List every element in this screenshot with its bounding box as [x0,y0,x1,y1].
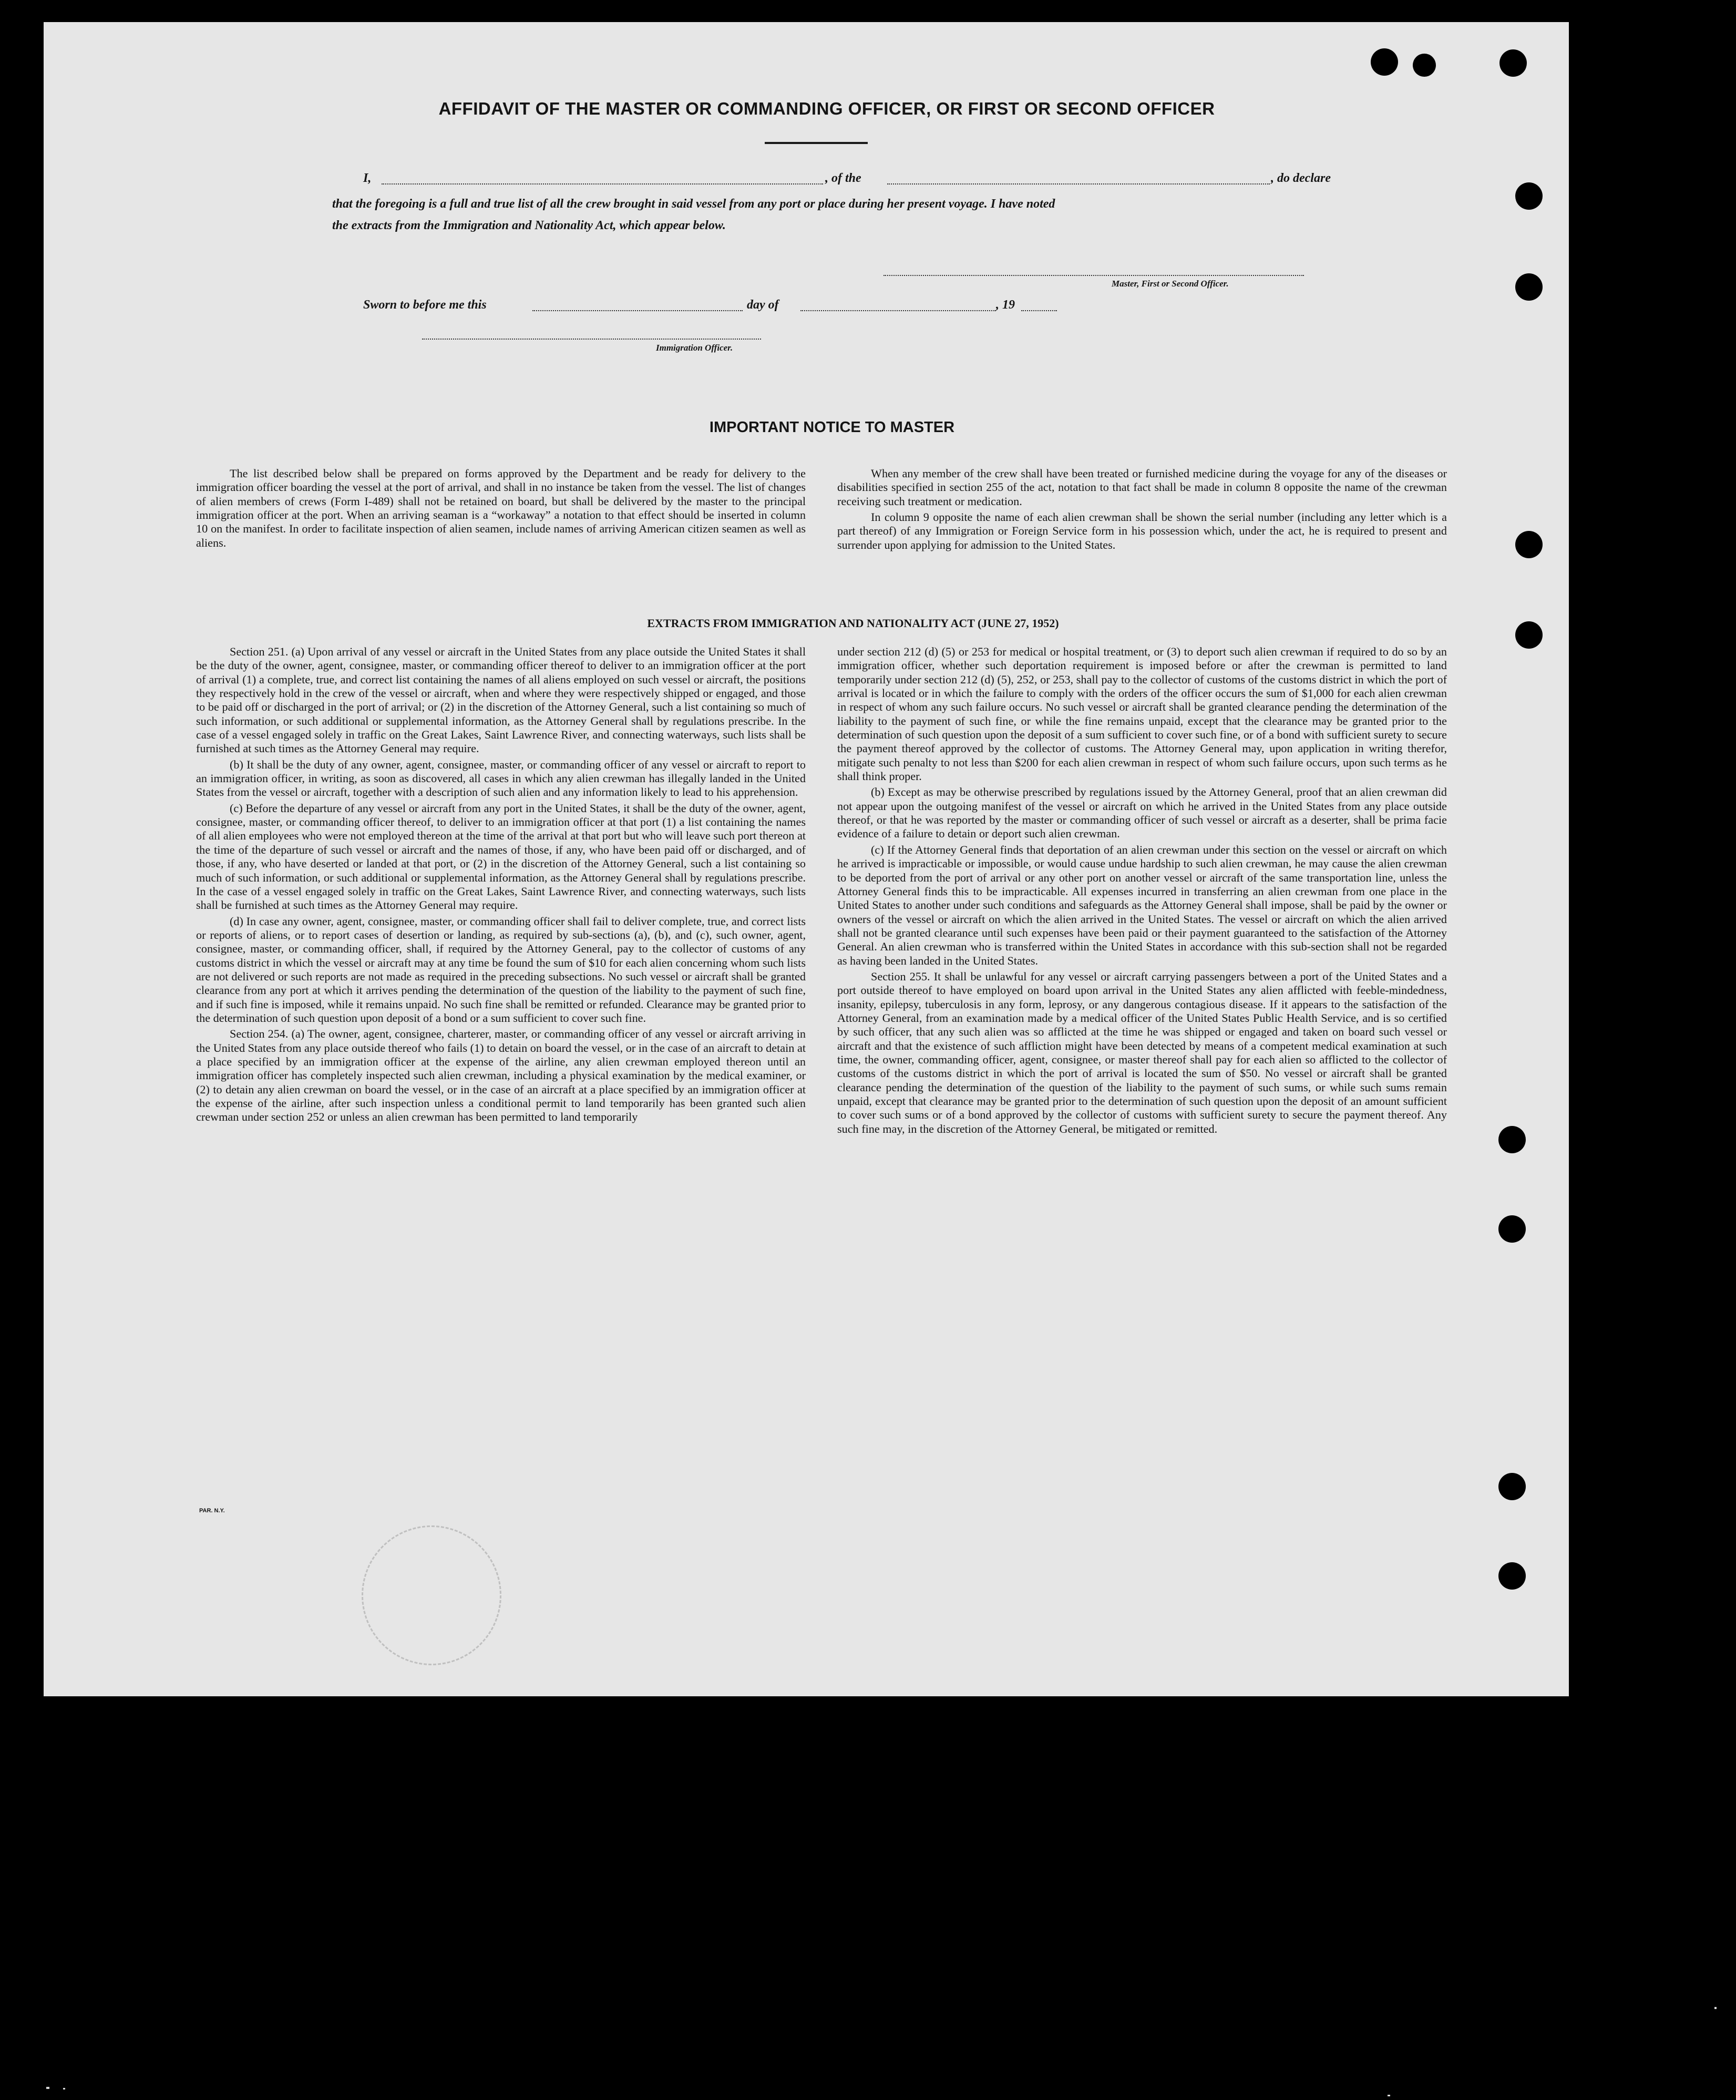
punch-hole [1498,1562,1526,1590]
punch-hole [1499,49,1527,77]
punch-hole [1515,531,1543,558]
affidavit-title: AFFIDAVIT OF THE MASTER OR COMMANDING OFFICER, OR FIRST OR SECOND OFFICER [438,99,1215,118]
name-blank[interactable] [382,183,823,185]
section-254-c: (c) If the Attorney General finds that deportation of an alien crewman under this section on the vessel or aircraft on which he arrived is impracticable or impossible, or would cause undue hardship to such alien crewman, he may cause the alien crewman to be deported from the port of arrival or any other port on another vessel or aircraft of the same transportation line, unless the Attorney General finds this to be impracticable. All expenses incurred in transferring an alien crewman from one place in the United States to another under such conditions and safeguards as the Attorney General shall impose, shall be paid by the owner or owners of the vessel or aircraft on which the alien arrived in the United States. The vessel or aircraft on which the alien arrived shall not be granted clearance until such expenses have been paid or their payment guaranteed to the satisfaction of the Attorney General. An alien crewman who is transferred within the United States in accordance with this sub-section shall not be regarded as having been landed in the United States. [837,843,1447,967]
extracts-title: EXTRACTS FROM IMMIGRATION AND NATIONALITY ACT (JUNE 27, 1952) [647,617,1059,630]
punch-hole [1515,182,1543,210]
officer-caption: Immigration Officer. [656,343,733,353]
section-251-a: Section 251. (a) Upon arrival of any vessel or aircraft in the United States from any place outside the United States it shall be the duty of the owner, agent, consignee, master, or commanding officer thereof to deliver to an immigration officer at the port of arrival (1) a complete, true, and correct list containing the names of all aliens employed on such vessel or aircraft, the positions they respectively hold in the crew of the vessel or aircraft, when and where they were respectively shipped or engaged, and those to be paid off or discharged in the port of arrival; or (2) in the discretion of the Attorney General, such a list containing so much of such information, or such additional or supplemental information, as the Attorney General shall by regulations prescribe. In the case of a vessel engaged solely in traffic on the Great Lakes, Saint Lawrence River, and connecting waterways, such lists shall be furnished at such times as the Attorney General may require. [196,645,806,755]
year-label: , 19 [996,298,1015,312]
title-underline [765,142,868,144]
officer-signature-line[interactable] [422,339,761,340]
decl-do-declare: , do declare [1271,171,1331,185]
punch-hole [1498,1215,1526,1243]
notice-right-paragraph-2: In column 9 opposite the name of each alien crewman shall be shown the serial number (including any letter which is a part thereof) of any Immigration or Foreign Service form in his possession which, under the act, he is required to present and surrender upon applying for admission to the United States. [837,510,1447,551]
extracts-right-column [837,645,1447,1138]
sworn-label: Sworn to before me this [363,298,487,312]
master-caption: Master, First or Second Officer. [1112,279,1229,289]
notice-left-paragraph: The list described below shall be prepared on forms approved by the Department and be ready for delivery to the immigration officer boarding the vessel at the port of arrival, and shall in no instance be taken from the vessel. The list of changes of alien members of crews (Form I-489) shall not be retained on board, but shall be delivered by the master to the principal immigration officer at the port. When an arriving seaman is a “workaway” a notation to that effect should be inserted in column 10 on the manifest. In order to facilitate inspection of alien seamen, include names of arriving American citizen seamen as well as aliens. [196,467,806,549]
day-of-label: day of [747,298,779,312]
punch-hole [1371,48,1398,76]
notice-right-column [837,467,1447,554]
extracts-left-column [196,645,806,1126]
section-251-c: (c) Before the departure of any vessel or aircraft from any port in the United States, it shall be the duty of the owner, agent, consignee, master, or commanding officer thereof, to deliver to an immigration officer at that port (1) a list containing the names of all alien employees who were not employed thereon at the time of the arrival at that port but who will leave such port thereon at the time of the departure of such vessel or aircraft and the names of those, if any, who have been paid off or discharged, and of those, if any, who have deserted or landed at that port, or (2) in the discretion of the Attorney General, such a list containing so much of such information, or such additional or supplemental information, as the Attorney General shall by regulations prescribe. In the case of a vessel engaged solely in traffic on the Great Lakes, Saint Lawrence River, and connecting waterways, such lists shall be furnished at such times as the Attorney General may require. [196,801,806,912]
decl-of-the: , of the [825,171,861,185]
section-254-a-part-1: Section 254. (a) The owner, agent, consignee, charterer, master, or commanding officer of any vessel or aircraft arriving in the United States from any place outside thereof who fails (1) to detain on board the vessel, or in the case of an aircraft to detain at a place specified by an immigration officer at the expense of the airline, any alien crewman employed thereon until an immigration officer has completely inspected such alien crewman, including a physical examination by the medical examiner, or (2) to detain any alien crewman on board the vessel, or in the case of an aircraft at a place specified by an immigration officer at the expense of the airline, after such inspection unless a conditional permit to land temporarily has been granted such alien crewman under section 252 or unless an alien crewman has been permitted to land temporarily [196,1027,806,1124]
section-254-a-part-2: under section 212 (d) (5) or 253 for medical or hospital treatment, or (3) to deport such alien crewman if required to do so by an immigration officer, whether such deportation requirement is imposed before or after the crewman is permitted to land temporarily under section 212 (d) (5), 252, or 253, shall pay to the collector of customs of the customs district in which the port of arrival is located or in which the failure to comply with the orders of the officer occurs the sum of $1,000 for each alien crewman in respect of whom any such failure occurs. No such vessel or aircraft shall be granted clearance pending the determination of the liability to the payment of such fine, or while the fine remains unpaid, except that the clearance may be granted prior to the determination of such question upon the deposit of a sum sufficient to cover such fine, or of a bond with sufficient surety to secure the payment thereof approved by the collector of customs. The Attorney General may, upon application in writing therefor, mitigate such penalty to not less than $200 for each alien crewman in respect of whom such failure occurs, upon such terms as he shall think proper. [837,645,1447,783]
section-254-b: (b) Except as may be otherwise prescribed by regulations issued by the Attorney General, proof that an alien crewman did not appear upon the outgoing manifest of the vessel or aircraft on which he arrived in the United States from any place outside thereof, or that he was reported by the master or commanding officer of such vessel or aircraft as a deserter, shall be prima facie evidence of a failure to detain or deport such alien crewman. [837,785,1447,841]
section-255: Section 255. It shall be unlawful for any vessel or aircraft carrying passengers between a port of the United States and a port outside thereof to have employed on board upon arrival in the United States any alien afflicted with feeble-mindedness, insanity, epilepsy, tuberculosis in any form, leprosy, or any dangerous contagious disease. If it appears to the satisfaction of the Attorney General, from an examination made by a medical officer of the United States Public Health Service, and is so certified by such officer, that any such alien was so afflicted at the time he was shipped or engaged and taken on board such vessel or aircraft and that the existence of such affliction might have been detected by means of a competent medical examination at such time, the owner, commanding officer, agent, consignee, or master thereof shall pay for each alien so afflicted to the collector of customs of the customs district in which the port of arrival is located the sum of $50. No vessel or aircraft shall be granted clearance pending the determination of the question of the liability to the payment of such sums, or while such sums remain unpaid, except that clearance may be granted prior to the determination of such question upon the deposit of an amount sufficient to cover such sums or of a bond approved by the collector of customs with sufficient surety to secure the payment thereof. Any such fine may, in the discretion of the Attorney General, be mitigated or remitted. [837,969,1447,1135]
scan-speck [1388,2095,1390,2096]
sworn-day-blank[interactable] [532,310,743,311]
punch-hole [1498,1473,1526,1500]
punch-hole [1498,1126,1526,1153]
faded-stamp [362,1525,501,1665]
form-sheet [44,22,1569,1696]
master-signature-line[interactable] [884,275,1304,276]
notice-title: IMPORTANT NOTICE TO MASTER [709,419,955,436]
notice-left-column [196,467,806,552]
sworn-year-blank[interactable] [1021,310,1057,311]
section-251-b: (b) It shall be the duty of any owner, agent, consignee, master, or commanding officer of any vessel or aircraft to report to an immigration officer, in writing, as soon as discovered, all cases in which any alien crewman has illegally landed in the United States from the vessel or aircraft, together with a description of such alien and any information likely to lead to his apprehension. [196,757,806,799]
punch-hole [1515,621,1543,649]
decl-i: I, [363,171,372,185]
section-251-d: (d) In case any owner, agent, consignee, master, or commanding officer shall fail to deliver complete, true, and correct lists or reports of aliens, or to report cases of desertion or landing, as required by sub-sections (a), (b), and (c), such owner, agent, consignee, master, or commanding officer, shall, if required by the Attorney General, pay to the collector of customs of any customs district in which the vessel or aircraft may at any time be found the sum of $10 for each alien concerning whom such lists are not delivered or such reports are not made as required in the preceding subsections. No such vessel or aircraft shall be granted clearance from any port at which it arrives pending the determination of the question of the liability to the payment of such fine, and if such fine is imposed, while it remains unpaid. No such fine shall be remitted or refunded. Clearance may be granted prior to the determination of such question upon deposit of a bond or a sum sufficient to cover such fine. [196,914,806,1025]
scan-speck [63,2088,65,2089]
decl-line-2: that the foregoing is a full and true list of all the crew brought in said vessel from any port or place during her present voyage. I have noted [332,197,1055,211]
punch-hole [1515,273,1543,301]
scan-speck [1714,2007,1717,2009]
printer-mark: PAR. N.Y. [199,1508,225,1514]
vessel-blank[interactable] [887,183,1270,185]
decl-line-3: the extracts from the Immigration and Nationality Act, which appear below. [332,219,726,232]
scan-speck [46,2087,49,2089]
punch-hole [1413,54,1436,77]
notice-right-paragraph-1: When any member of the crew shall have been treated or furnished medicine during the voyage for any of the diseases or disabilities specified in section 255 of the act, notation to that fact shall be made in column 8 opposite the name of the crewman receiving such treatment or medication. [837,467,1447,508]
sworn-month-blank[interactable] [800,310,996,311]
